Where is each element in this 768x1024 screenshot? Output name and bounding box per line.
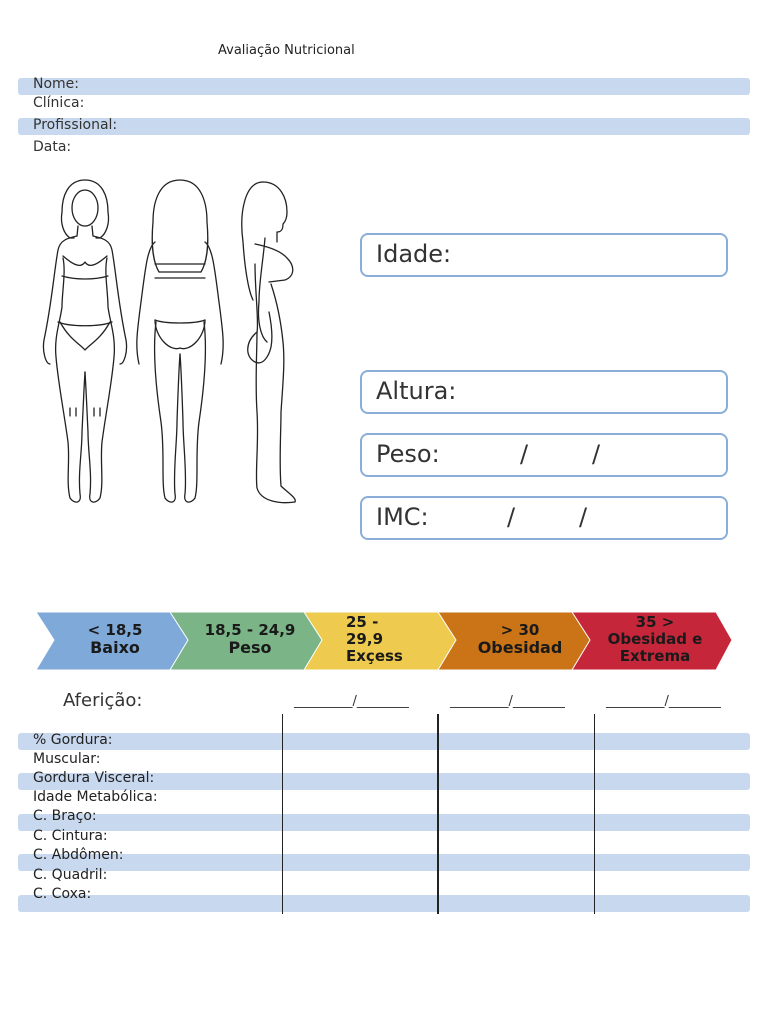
row-c-braco: C. Braço: xyxy=(33,808,97,824)
field-profissional-label[interactable]: Profissional: xyxy=(33,117,118,133)
imc-box[interactable] xyxy=(360,496,728,540)
band-row-9 xyxy=(18,895,750,912)
bmi-label-2: Peso xyxy=(228,638,272,657)
front-figure xyxy=(43,180,126,502)
bmi-segment-4-text xyxy=(464,622,576,656)
afericao-date-1[interactable]: _________/________ xyxy=(294,694,409,709)
bmi-range-2: 18,5 - 24,9 xyxy=(204,621,296,639)
altura-label: Altura: xyxy=(376,377,457,405)
page-title: Avaliação Nutricional xyxy=(218,43,355,58)
field-data-label[interactable]: Data: xyxy=(33,139,72,155)
peso-slash-1: / xyxy=(520,440,529,468)
bmi-range-5: 35 > xyxy=(635,614,675,631)
bmi-label-1: Baixo xyxy=(90,638,140,657)
band-nome xyxy=(18,78,750,95)
bmi-label-3: Exçess xyxy=(346,647,403,665)
band-profissional xyxy=(18,118,750,135)
peso-label: Peso: xyxy=(376,440,440,468)
altura-box[interactable] xyxy=(360,370,728,414)
back-figure xyxy=(137,180,223,502)
row-c-cintura: C. Cintura: xyxy=(33,828,108,844)
bmi-segment-3-text xyxy=(346,614,416,666)
bmi-segment-1-text xyxy=(70,622,160,656)
band-row-1 xyxy=(18,733,750,750)
band-row-5 xyxy=(18,814,750,831)
column-divider-2 xyxy=(437,714,439,914)
field-clinica-label[interactable]: Clínica: xyxy=(33,95,85,111)
row-c-abdomen: C. Abdômen: xyxy=(33,847,124,863)
peso-box[interactable] xyxy=(360,433,728,477)
column-divider-3 xyxy=(594,714,595,914)
imc-slash-2: / xyxy=(579,503,588,531)
bmi-segment-5-text xyxy=(600,614,710,666)
row-muscular: Muscular: xyxy=(33,751,101,767)
band-row-7 xyxy=(18,854,750,871)
row-idade-metabolica: Idade Metabólica: xyxy=(33,789,158,805)
row-gordura-visceral: Gordura Visceral: xyxy=(33,770,155,786)
field-nome-label[interactable]: Nome: xyxy=(33,76,80,92)
side-figure xyxy=(242,182,295,503)
row-gordura: % Gordura: xyxy=(33,732,113,748)
bmi-label-4: Obesidad xyxy=(477,638,563,657)
imc-label: IMC: xyxy=(376,503,429,531)
bmi-range-3: 25 - 29,9 xyxy=(346,614,384,648)
row-c-coxa: C. Coxa: xyxy=(33,886,92,902)
bmi-label-5: Obesidad e Extrema xyxy=(607,630,703,665)
idade-box[interactable] xyxy=(360,233,728,277)
afericao-date-3[interactable]: _________/________ xyxy=(606,694,721,709)
peso-slash-2: / xyxy=(592,440,601,468)
row-c-quadril: C. Quadril: xyxy=(33,867,108,883)
afericao-label: Aferição: xyxy=(63,690,143,711)
column-divider-1 xyxy=(282,714,283,914)
bmi-segment-2-text xyxy=(195,622,305,656)
afericao-date-2[interactable]: _________/________ xyxy=(450,694,565,709)
idade-label: Idade: xyxy=(376,240,452,268)
bmi-range-1: < 18,5 xyxy=(87,621,143,639)
imc-slash-1: / xyxy=(507,503,516,531)
body-figures-illustration xyxy=(30,172,320,512)
bmi-range-4: > 30 xyxy=(500,621,540,639)
